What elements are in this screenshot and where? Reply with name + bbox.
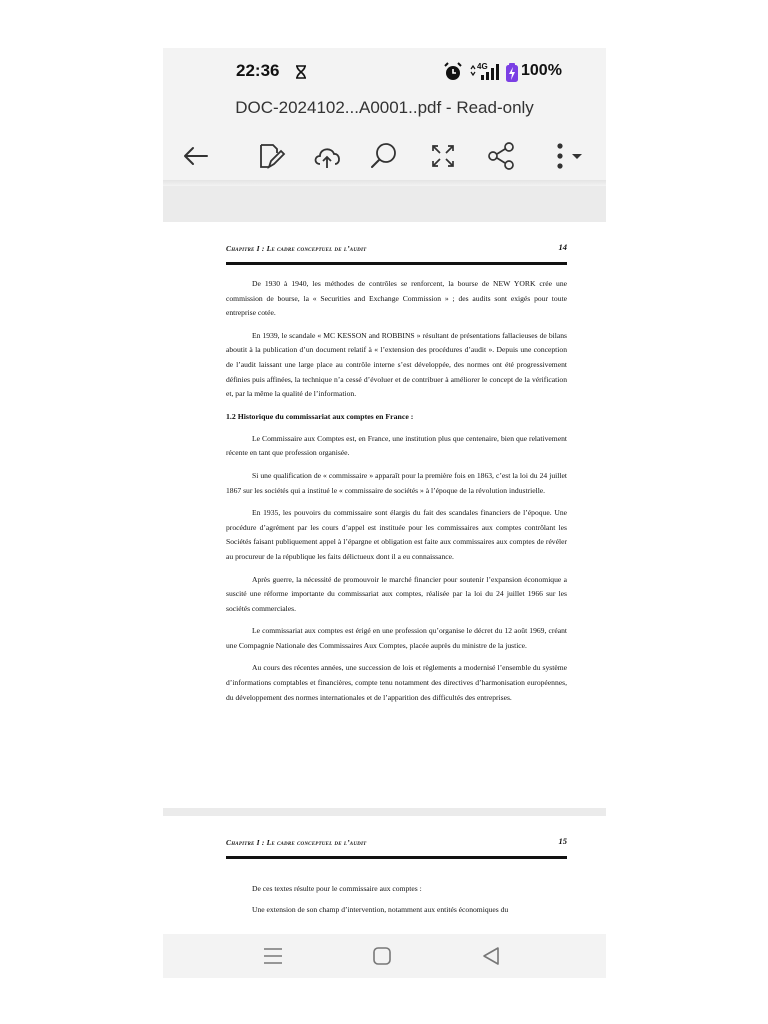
page-header: [226, 244, 567, 260]
page-body: [226, 277, 567, 713]
battery-percentage: 100%: [521, 62, 562, 79]
cloud-upload-icon[interactable]: [309, 138, 345, 174]
back-icon[interactable]: [479, 944, 503, 968]
edit-icon[interactable]: [251, 138, 287, 174]
recent-apps-icon[interactable]: [261, 944, 285, 968]
paragraph: Une extension de son champ d’intervention, notamment aux entités économiques du: [252, 904, 509, 914]
home-icon[interactable]: [370, 944, 394, 968]
paragraph: De ces textes résulte pour le commissaire aux comptes :: [252, 884, 422, 893]
phone-screen: [163, 48, 606, 978]
page-header: [226, 838, 567, 854]
pdf-viewport[interactable]: [163, 186, 606, 934]
signal-icon: [469, 61, 503, 86]
page-body: [226, 882, 567, 925]
toolbar: [163, 132, 606, 180]
paragraph: De 1930 à 1940, les méthodes de contrôles se renforcent, la bourse de NEW YORK crée une commission de bourse, la « Securities and Exchange Commission » ; des audits sont exigés pour toute entreprise cotée.: [226, 279, 567, 318]
paragraph: Au cours des récentes années, une succession de lois et règlements a modernisé l’ensemble du système d’informations comptables et financières, compte tenu notamment des directives d’harmonisation européennes, du développement des normes internationales et de l’apparition des difficultés des entreprises.: [226, 663, 567, 702]
paragraph: Si une qualification de « commissaire » apparaît pour la première fois en 1863, c’est la loi du 24 juillet 1867 sur les sociétés qui a institué le « commissaire de sociétés » à l’époque de la révolution industrielle.: [226, 470, 567, 495]
section-heading: 1.2 Historique du commissariat aux comptes en France :: [226, 411, 414, 421]
fullscreen-icon[interactable]: [425, 138, 461, 174]
header-rule: [226, 856, 567, 859]
page-number: 15: [558, 836, 567, 846]
chapter-title: Chapitre I : Le cadre conceptuel de l’audit: [226, 838, 367, 847]
network-type-label: 4G: [477, 62, 488, 71]
clock: 22:36: [236, 61, 280, 80]
paragraph: En 1939, le scandale « MC KESSON and ROBBINS » résultant de présentations fallacieuses de bilans aboutit à la publication d’un document relatif à « l’extension des procédures d’audit ». Depuis une conception de l’audit laissant une large place au contrôle interne s’est développée, des normes ont été progressivement définies puis affinées, la technique n’a cessé d’évoluer et de contribuer à améliorer le concept de la vérification et, par la même la qualité de l’information.: [226, 330, 567, 399]
more-icon[interactable]: [544, 138, 592, 174]
paragraph: Le Commissaire aux Comptes est, en France, une institution plus que centenaire, bien que relativement récente en tant que profession organisée.: [226, 433, 567, 458]
status-bar: [163, 48, 606, 96]
paragraph: Le commissariat aux comptes est érigé en une profession qu’organise le décret du 12 août 1969, créant une Compagnie Nationale des Commissaires Aux Comptes, placée auprès du ministre de la justice.: [226, 626, 567, 650]
alarm-icon: [443, 62, 463, 87]
document-title: DOC-2024102...A0001..pdf - Read-only: [235, 98, 534, 117]
battery-charging-icon: [505, 63, 519, 88]
back-arrow-icon[interactable]: [177, 138, 213, 174]
chapter-title: Chapitre I : Le cadre conceptuel de l’audit: [226, 244, 367, 253]
paragraph: Après guerre, la nécessité de promouvoir le marché financier pour soutenir l’expansion économique a suscité une réforme importante du commissariat aux comptes, réalisée par la loi du 24 juillet 1966 sur les sociétés commerciales.: [226, 574, 567, 613]
navigation-bar: [163, 934, 606, 978]
pdf-page: [163, 816, 606, 934]
share-icon[interactable]: [483, 138, 519, 174]
hourglass-icon: [295, 65, 307, 84]
paragraph: En 1935, les pouvoirs du commissaire sont élargis du fait des scandales financiers de l’époque. Une procédure d’agrément par les cours d’appel est instituée pour les commissaires aux comptes contrôlant les Sociétés faisant publiquement appel à l’épargne et obligation est faite aux commissaires aux comptes de révéler au procureur de la république les faits délictueux dont il a eu connaissance.: [226, 508, 567, 561]
header-rule: [226, 262, 567, 265]
pdf-page: [163, 222, 606, 808]
search-icon[interactable]: [366, 138, 402, 174]
page-number: 14: [558, 242, 567, 252]
